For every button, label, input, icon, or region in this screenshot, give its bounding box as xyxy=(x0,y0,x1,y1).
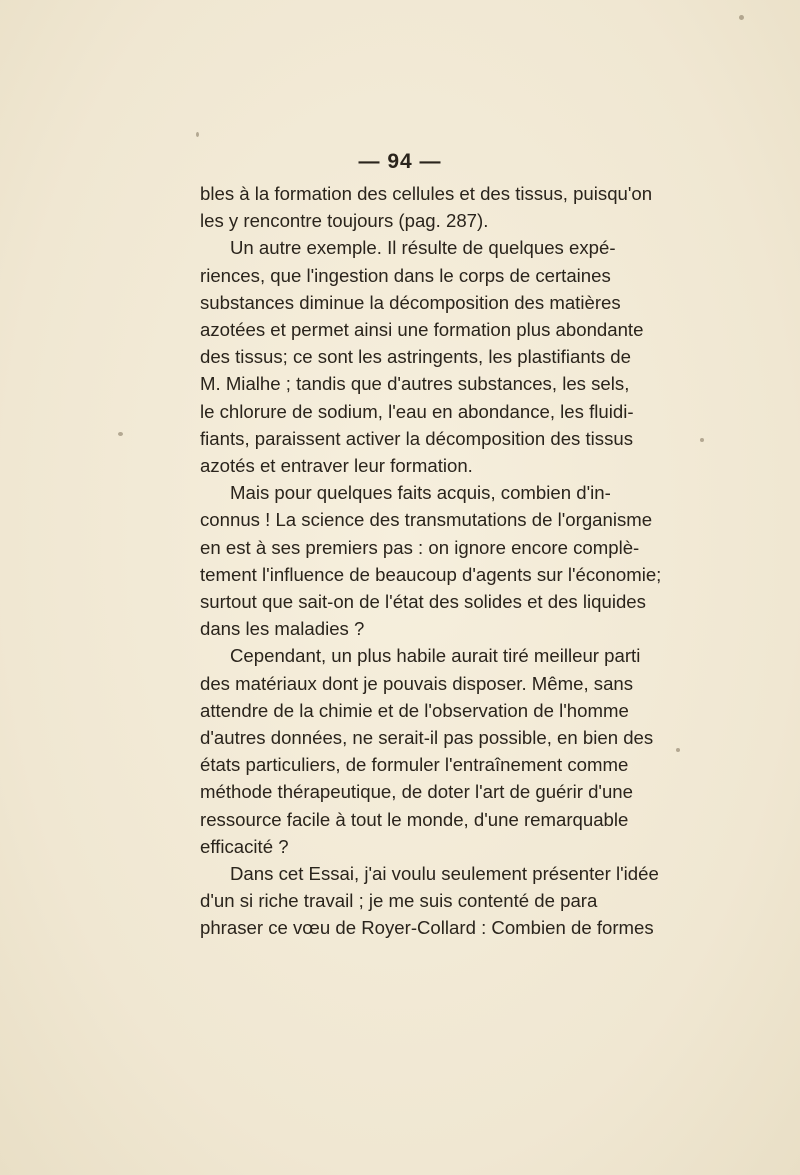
text-line: tement l'influence de beaucoup d'agents sur l'économie; xyxy=(200,563,662,585)
text-line: attendre de la chimie et de l'observation de l'homme xyxy=(200,699,629,721)
text-line: phraser ce vœu de Royer-Collard : Combien de formes xyxy=(200,917,654,939)
body-text xyxy=(200,180,662,942)
text-line: M. Mialhe ; tandis que d'autres substances, les sels, xyxy=(200,373,630,395)
text-line: Dans cet Essai, j'ai voulu seulement présenter l'idée xyxy=(230,863,659,885)
text-line: ressource facile à tout le monde, d'une remarquable xyxy=(200,808,629,830)
text-line: efficacité ? xyxy=(200,835,289,857)
text-line: Un autre exemple. Il résulte de quelques expé- xyxy=(230,237,616,259)
text-line: azotés et entraver leur formation. xyxy=(200,455,473,477)
text-line: des tissus; ce sont les astringents, les plastifiants de xyxy=(200,346,631,368)
text-line: méthode thérapeutique, de doter l'art de guérir d'une xyxy=(200,781,633,803)
text-line: les y rencontre toujours (pag. 287). xyxy=(200,210,489,232)
page-number: — 94 — xyxy=(358,150,442,173)
text-line: Mais pour quelques faits acquis, combien d'in- xyxy=(230,482,611,504)
text-line: substances diminue la décomposition des matières xyxy=(200,291,621,313)
text-line: bles à la formation des cellules et des tissus, puisqu'on xyxy=(200,183,653,204)
text-line: surtout que sait-on de l'état des solides et des liquides xyxy=(200,591,646,613)
paper-speck xyxy=(196,132,199,137)
text-line: dans les maladies ? xyxy=(200,618,365,640)
text-line: le chlorure de sodium, l'eau en abondance, les fluidi- xyxy=(200,400,634,422)
text-line: fiants, paraissent activer la décomposition des tissus xyxy=(200,427,634,449)
paper-speck xyxy=(700,438,704,442)
text-line: en est à ses premiers pas : on ignore encore complè- xyxy=(200,536,640,558)
paper-speck xyxy=(118,432,123,436)
text-line: azotées et permet ainsi une formation plus abondante xyxy=(200,319,644,341)
text-line: connus ! La science des transmutations de l'organisme xyxy=(200,509,653,531)
text-line: d'un si riche travail ; je me suis contenté de para xyxy=(200,890,598,912)
text-line: riences, que l'ingestion dans le corps de certaines xyxy=(200,264,611,286)
text-line: des matériaux dont je pouvais disposer. Même, sans xyxy=(200,672,634,694)
paper-speck xyxy=(676,748,680,752)
paper-speck xyxy=(739,15,744,20)
text-line: Cependant, un plus habile aurait tiré meilleur parti xyxy=(230,645,641,667)
text-line: états particuliers, de formuler l'entraînement comme xyxy=(200,754,629,776)
text-line: d'autres données, ne serait-il pas possible, en bien des xyxy=(200,727,654,749)
